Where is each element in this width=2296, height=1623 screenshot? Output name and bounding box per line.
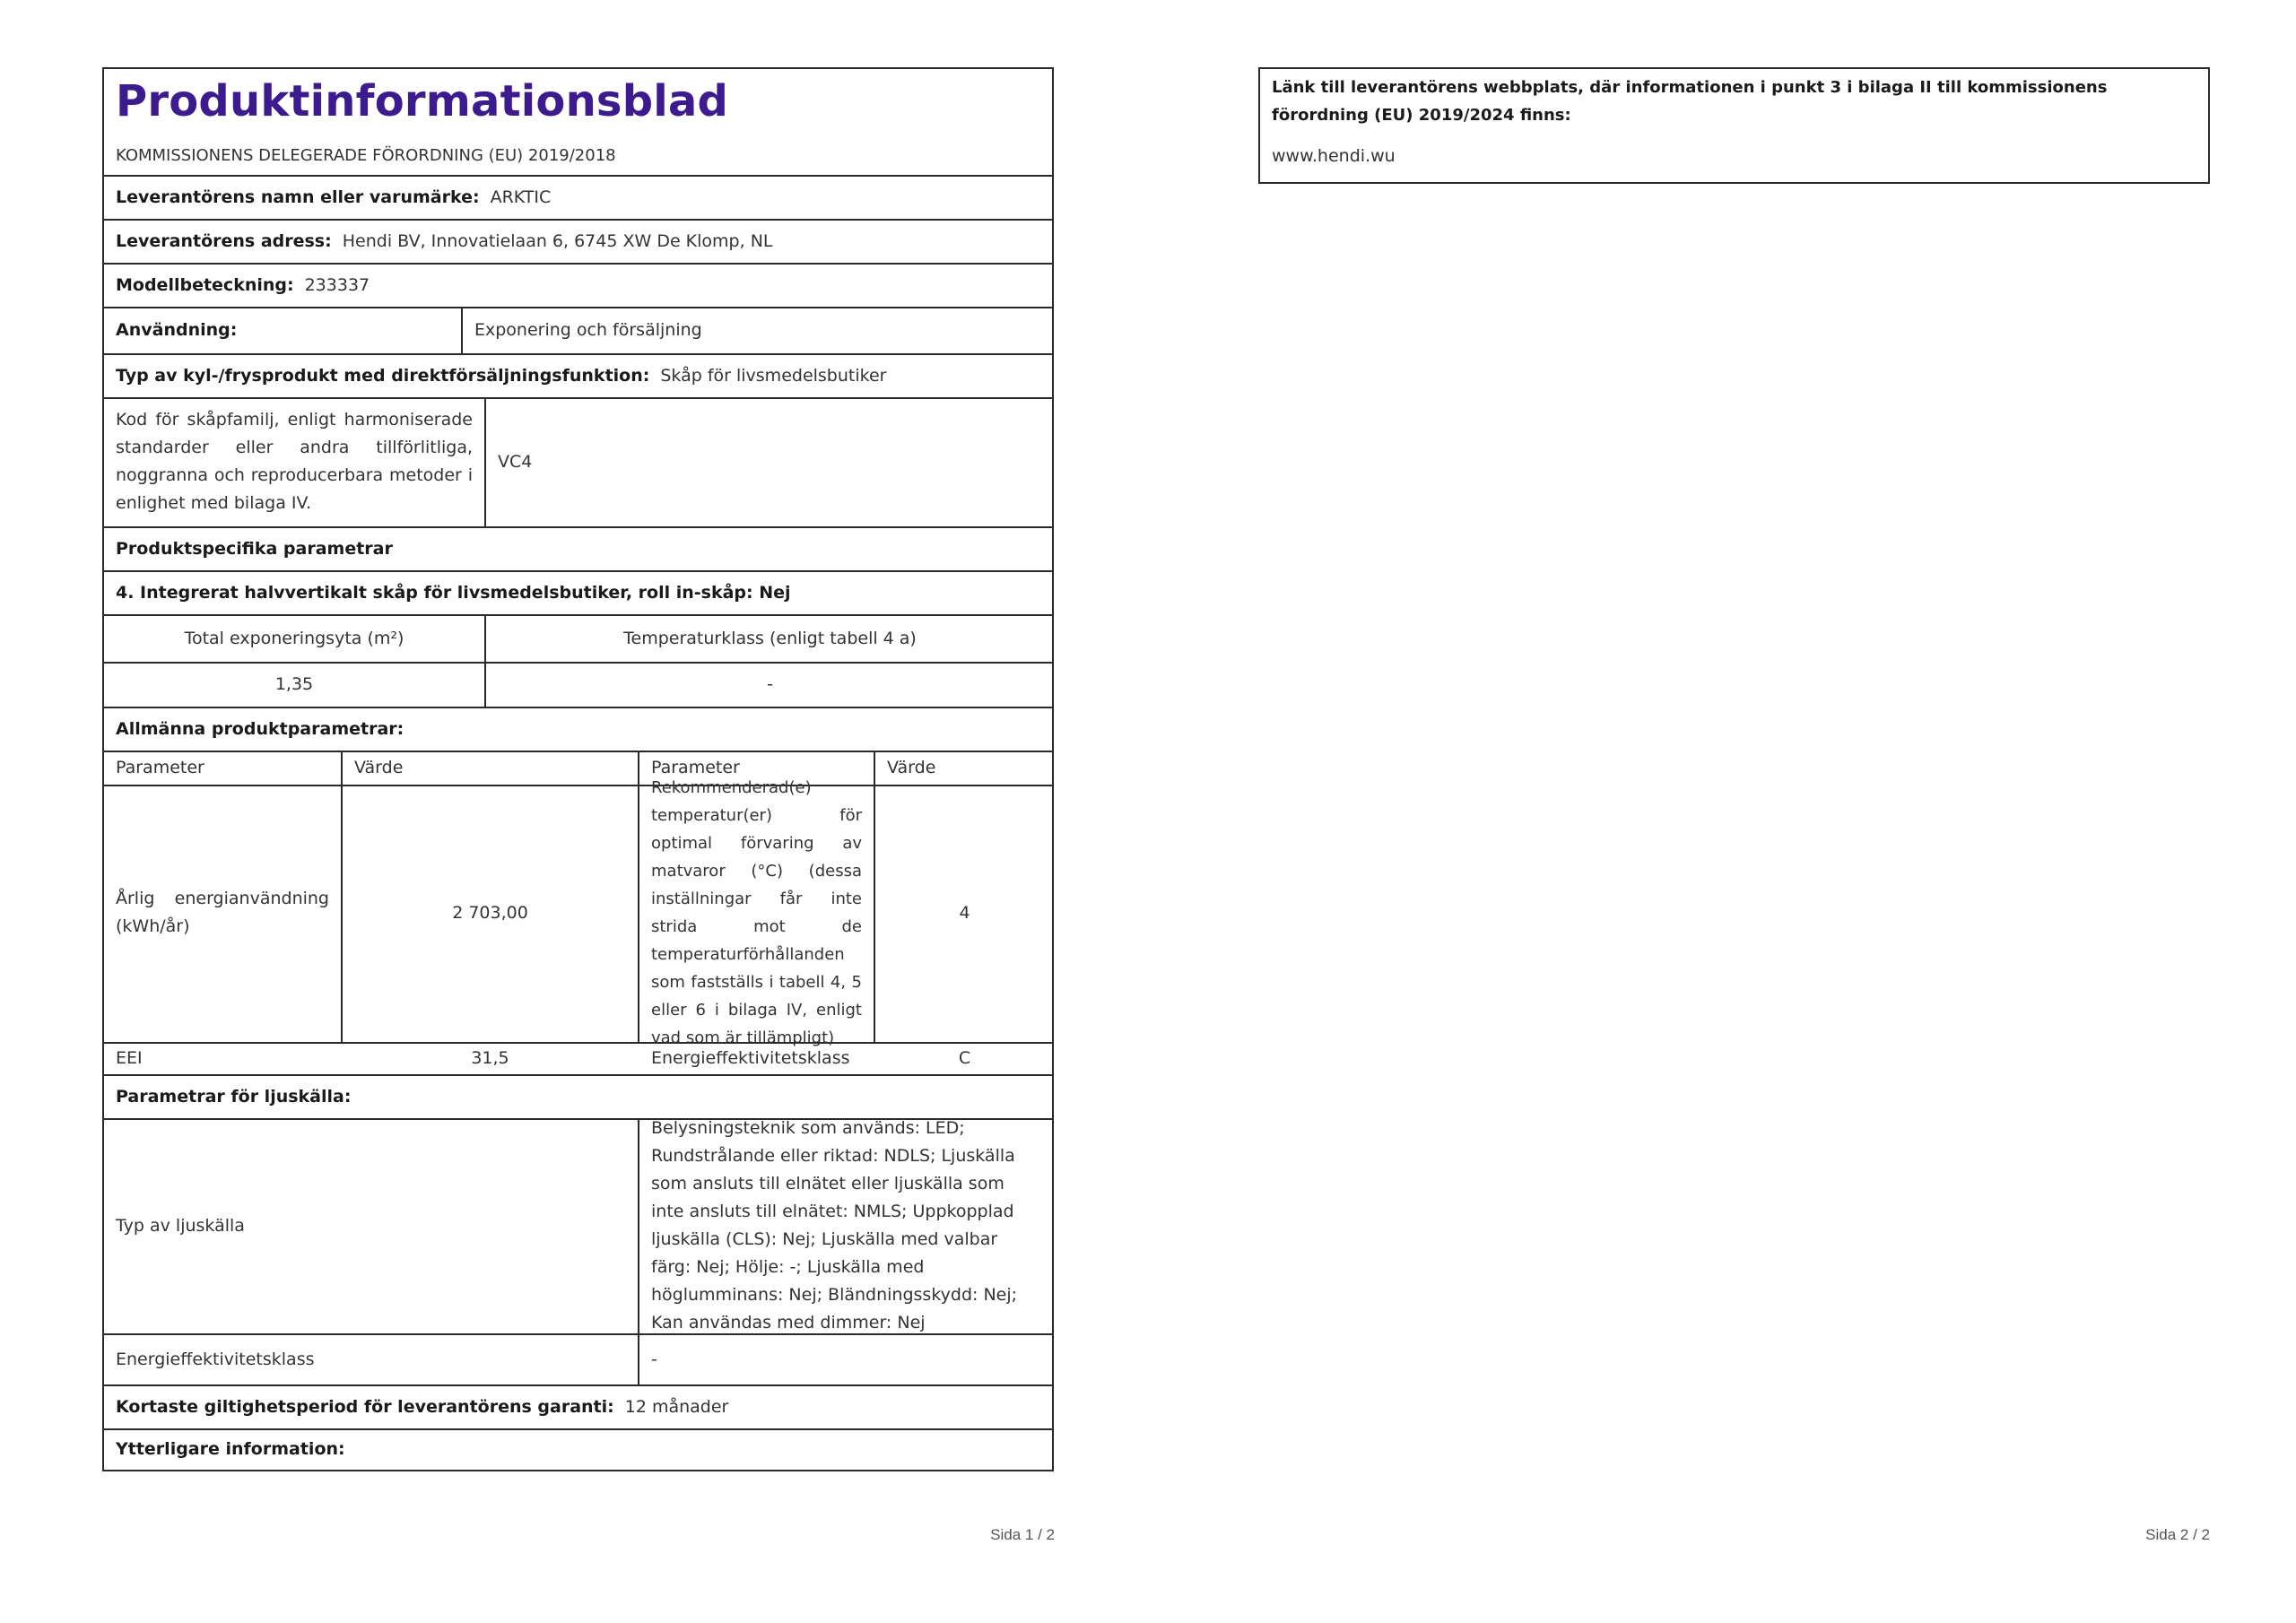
warranty-label: Kortaste giltighetsperiod för leverantörens garanti:	[116, 1396, 614, 1417]
page-2-footer: Sida 2 / 2	[2145, 1526, 2210, 1543]
temp-recommendation-label: Rekommenderad(e) temperatur(er) för optimal förvaring av matvaror (°C) (dessa inställningar får inte strida mot de temperaturförhållanden som fastställs i tabell 4, 5 eller 6 i bilaga IV, enligt vad som är tillämpligt)	[651, 777, 862, 1047]
page-title: Produktinformationsblad	[116, 76, 729, 126]
usage-value: Exponering och försäljning	[474, 320, 702, 340]
type-row	[104, 353, 1052, 397]
model-label: Modellbeteckning:	[116, 274, 294, 295]
product-info-sheet	[102, 67, 1054, 1471]
value-header-2: Värde	[887, 758, 936, 777]
page-1-footer: Sida 1 / 2	[990, 1526, 1055, 1543]
temp-class-value: -	[767, 674, 773, 694]
light-type-label: Typ av ljuskälla	[116, 1216, 245, 1236]
light-heading: Parametrar för ljuskälla:	[116, 1086, 352, 1107]
more-info-label: Ytterligare information:	[116, 1439, 345, 1459]
specific-heading: Produktspecifika parametrar	[116, 538, 393, 559]
model-row	[104, 263, 1052, 307]
address-value: Hendi BV, Innovatielaan 6, 6745 XW De Klomp, NL	[342, 230, 773, 251]
supplier-label: Leverantörens namn eller varumärke:	[116, 187, 480, 207]
light-class-label: Energieffektivitetsklass	[116, 1349, 315, 1369]
eei-value: 31,5	[471, 1048, 509, 1068]
link-box-text: Länk till leverantörens webbplats, där informationen i punkt 3 i bilaga II till kommissionens förordning (EU) 2019/2024 finns:	[1272, 78, 2108, 125]
regulation-text: KOMMISSIONENS DELEGERADE FÖRORDNING (EU) 2019/2018	[116, 145, 616, 165]
model-value: 233337	[304, 274, 370, 295]
energy-class-label: Energieffektivitetsklass	[651, 1048, 850, 1068]
cabinet-heading: 4. Integrerat halvvertikalt skåp för livsmedelsbutiker, roll in-skåp: Nej	[116, 582, 791, 603]
usage-label: Användning:	[116, 320, 238, 340]
light-class-value: -	[651, 1349, 657, 1369]
supplier-row	[104, 175, 1052, 219]
link-box	[1258, 67, 2210, 184]
value-header-1: Värde	[354, 758, 404, 777]
energy-value: 2 703,00	[452, 902, 528, 923]
energy-class-value: C	[958, 1048, 971, 1068]
type-label: Typ av kyl-/frysprodukt med direktförsäljningsfunktion:	[116, 365, 650, 386]
family-value: VC4	[498, 452, 533, 472]
supplier-value: ARKTIC	[490, 187, 552, 207]
exposure-area-value: 1,35	[274, 674, 314, 694]
address-label: Leverantörens adress:	[116, 230, 332, 251]
general-heading: Allmänna produktparametrar:	[116, 718, 404, 739]
param-header-1: Parameter	[116, 758, 204, 777]
family-label: Kod för skåpfamilj, enligt harmoniserade standarder eller andra tillförlitliga, noggranna och reproducerbara metoder i enlighet med bilaga IV.	[116, 410, 473, 513]
warranty-row	[104, 1384, 1052, 1428]
warranty-value: 12 månader	[624, 1396, 729, 1417]
param-header-2: Parameter	[651, 758, 740, 777]
address-row	[104, 219, 1052, 263]
energy-label: Årlig energianvändning (kWh/år)	[116, 888, 329, 936]
light-type-value: Belysningsteknik som används: LED; Rundstrålande eller riktad: NDLS; Ljuskälla som ansluts till elnätet eller ljuskälla som inte ansluts till elnätet: NMLS; Uppkopplad ljuskälla (CLS): Nej; Ljuskälla med valbar färg: Nej; Hölje: -; Ljuskälla med höglumminans: Nej; Bländningsskydd: Nej; Kan användas med dimmer: Nej	[651, 1118, 1018, 1332]
temp-class-label: Temperaturklass (enligt tabell 4 a)	[623, 628, 917, 648]
eei-label: EEI	[116, 1048, 143, 1068]
type-value: Skåp för livsmedelsbutiker	[660, 365, 887, 386]
temp-recommendation-value: 4	[959, 902, 970, 923]
supplier-website-link[interactable]: www.hendi.wu	[1272, 146, 1396, 166]
exposure-area-label: Total exponeringsyta (m²)	[184, 628, 404, 648]
